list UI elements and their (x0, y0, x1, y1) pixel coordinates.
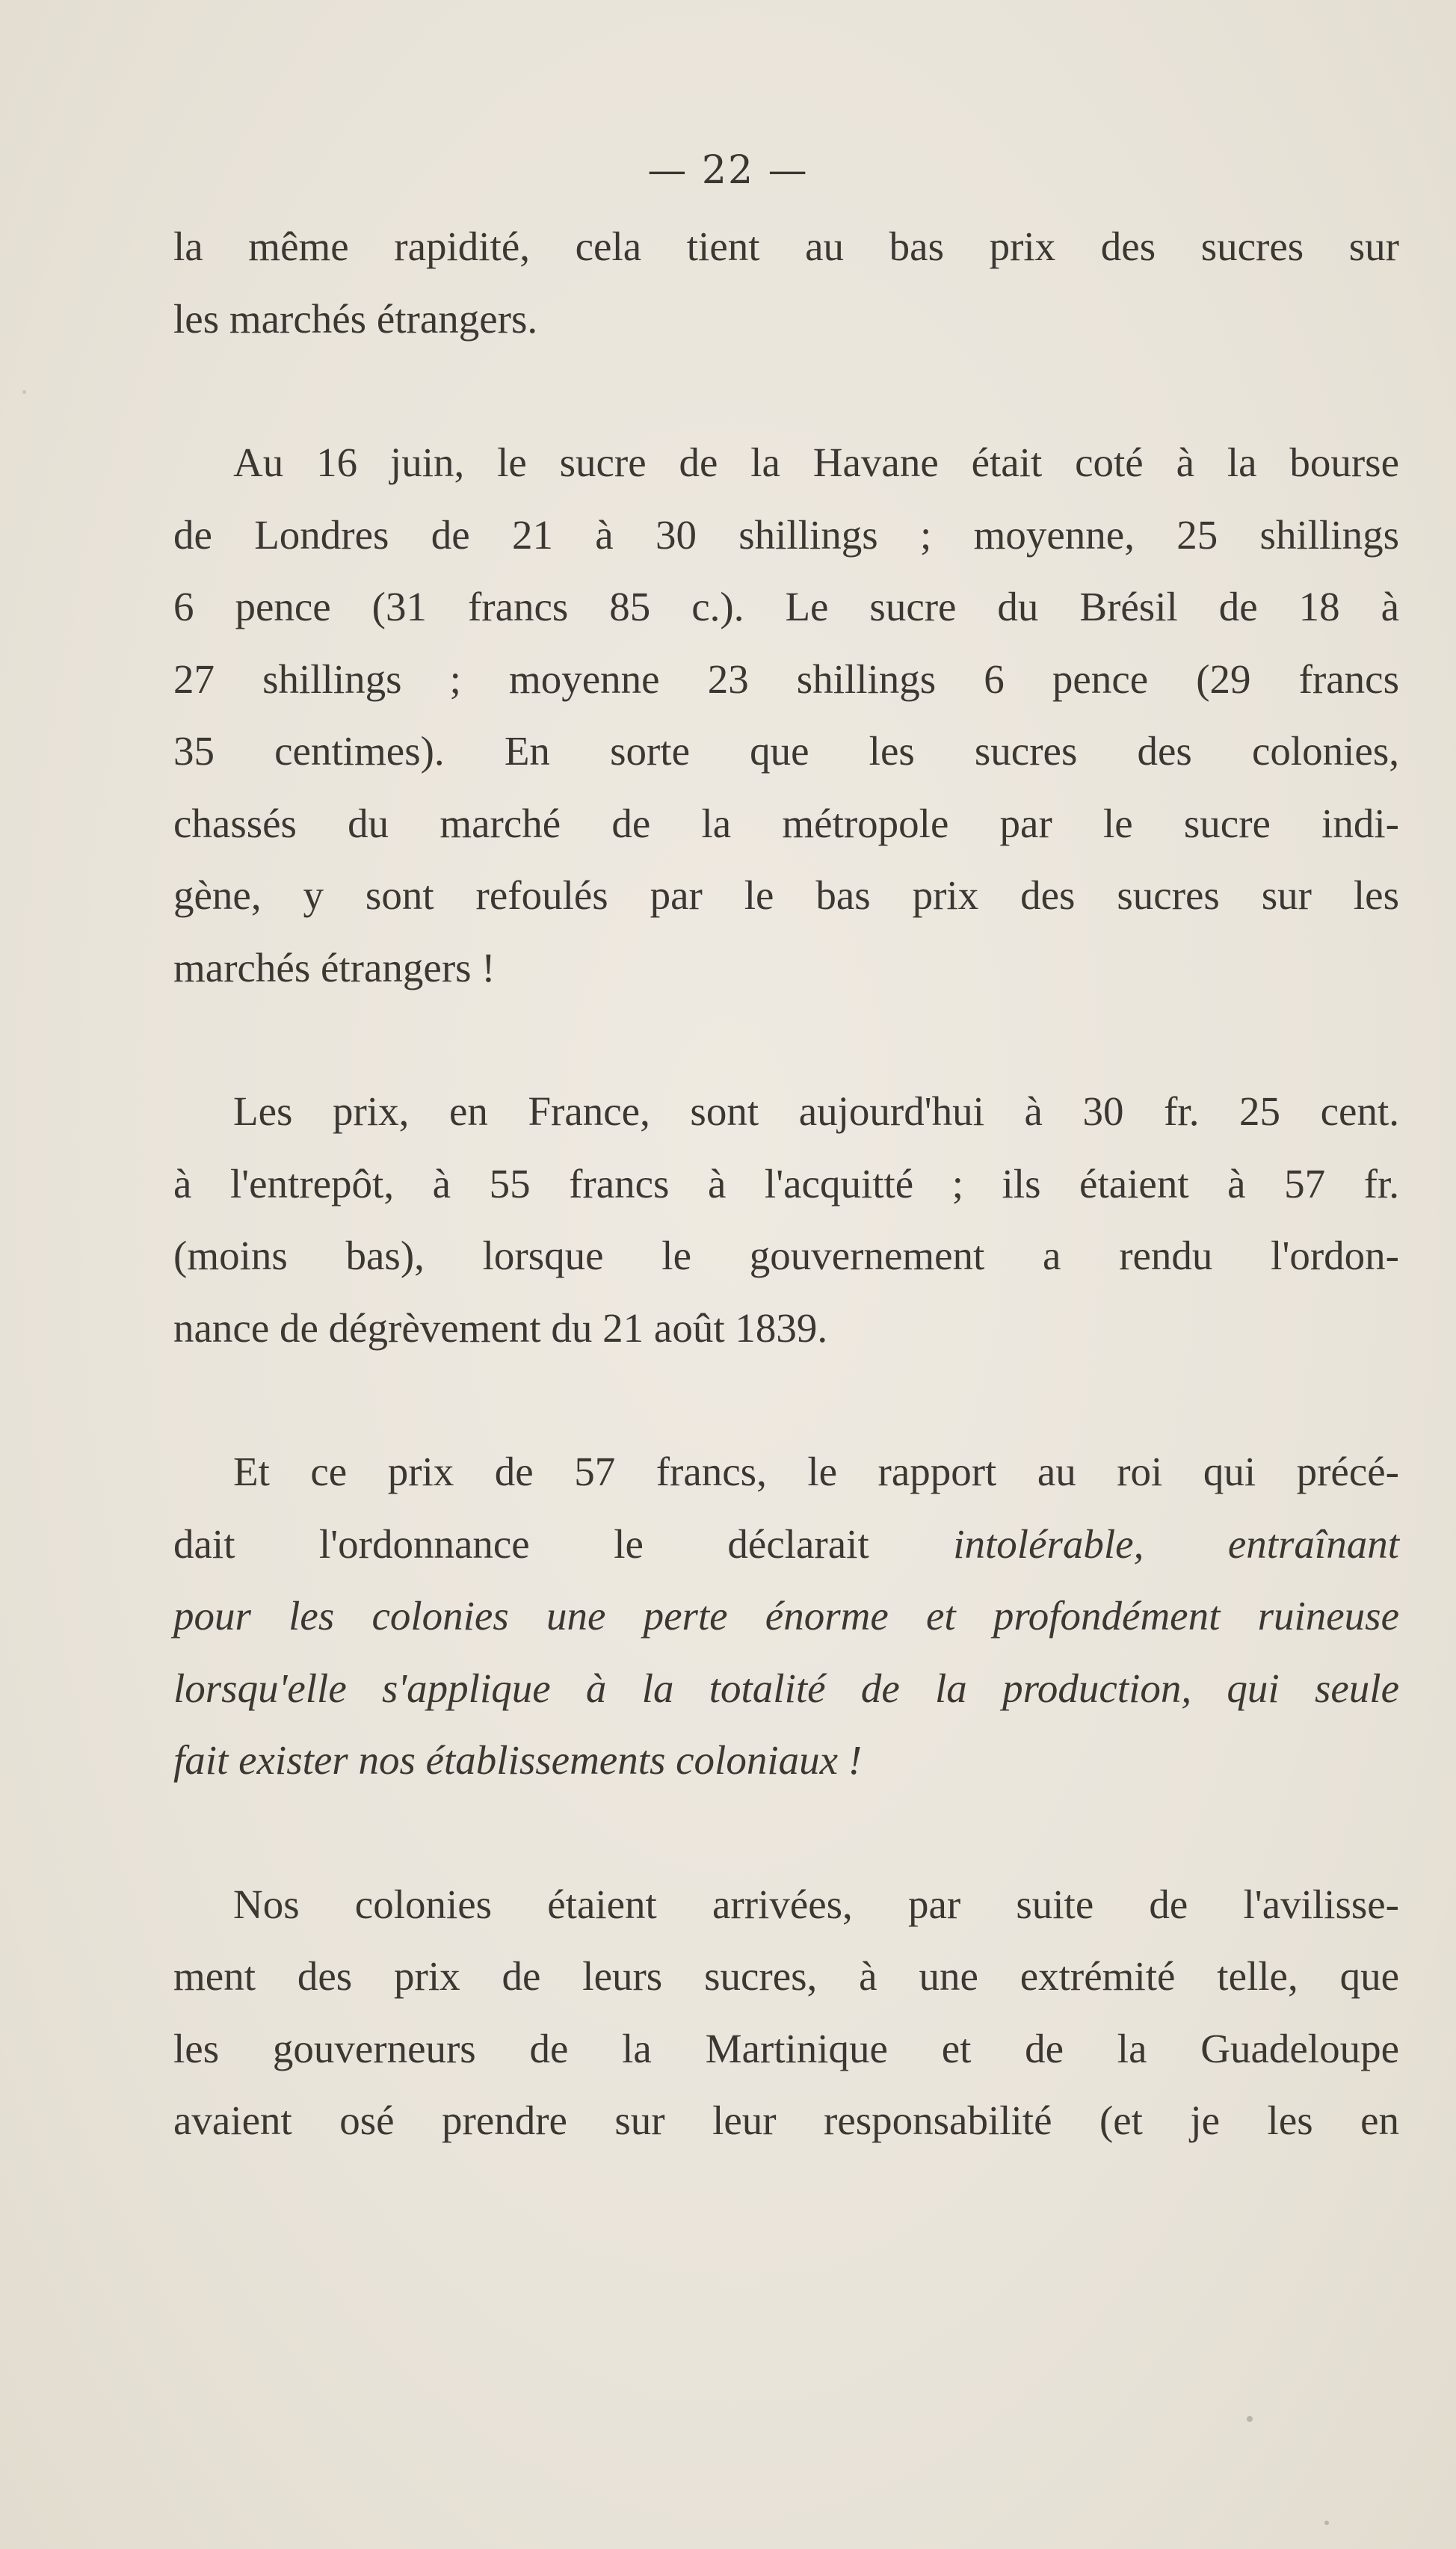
paragraph-2 (173, 427, 1399, 1004)
text-line (173, 1508, 1399, 1581)
paper-speck (22, 390, 26, 394)
text-line: les marchés étrangers. (173, 295, 538, 342)
text-line (173, 1580, 1399, 1653)
text-line: la même rapidité, cela tient au bas prix des sucres sur (173, 224, 1399, 269)
text-line: chassés du marché de la métropole par le sucre indi- (173, 800, 1399, 846)
text-line: avaient osé prendre sur leur responsabilité (et je les en (173, 2098, 1399, 2143)
italic-text-run: fait exister nos établissements coloniaux ! (173, 1737, 863, 1783)
text-line: Au 16 juin, le sucre de la Havane était coté à la bourse (233, 440, 1399, 485)
paragraph-1 (173, 211, 1399, 355)
paper-speck (1247, 2416, 1253, 2422)
text-run: Et ce prix de 57 francs, le rapport au roi qui précé- (233, 1449, 1399, 1494)
text-line: ment des prix de leurs sucres, à une extrémité telle, que (173, 1953, 1399, 1999)
text-line (173, 1724, 1399, 1797)
text-line: gène, y sont refoulés par le bas prix des sucres sur les (173, 872, 1399, 918)
italic-text-run: lorsqu'elle s'applique à la totalité de la production, qui seule (173, 1665, 1399, 1711)
italic-text-run: intolérable, entraînant (953, 1520, 1399, 1567)
text-line: Nos colonies étaient arrivées, par suite de l'avilisse- (233, 1881, 1399, 1927)
text-line (173, 1653, 1399, 1725)
body-text (173, 211, 1399, 2229)
text-run: dait l'ordonnance le déclarait (173, 1520, 954, 1567)
italic-text-run: pour les colonies une perte énorme et profondément ruineuse (173, 1593, 1399, 1639)
text-line: 27 shillings ; moyenne 23 shillings 6 pence (29 francs (173, 656, 1399, 702)
text-line: nance de dégrèvement du 21 août 1839. (173, 1304, 828, 1351)
text-line: (moins bas), lorsque le gouvernement a rendu l'ordon- (173, 1233, 1399, 1278)
text-line: marchés étrangers ! (173, 944, 496, 990)
text-line (173, 1436, 1399, 1508)
text-line: Les prix, en France, sont aujourd'hui à 30 fr. 25 cent. (233, 1088, 1399, 1134)
text-line: 35 centimes). En sorte que les sucres des colonies, (173, 728, 1399, 774)
text-line: à l'entrepôt, à 55 francs à l'acquitté ; ils étaient à 57 fr. (173, 1160, 1399, 1206)
text-line: de Londres de 21 à 30 shillings ; moyenne, 25 shillings (173, 511, 1399, 558)
text-line: les gouverneurs de la Martinique et de la Guadeloupe (173, 2025, 1399, 2071)
paper-speck (1324, 2521, 1329, 2525)
paragraph-5 (173, 1869, 1399, 2157)
paragraph-4 (173, 1436, 1399, 1797)
page-number: — 22 — (647, 148, 809, 193)
text-line: 6 pence (31 francs 85 c.). Le sucre du Brésil de 18 à (173, 584, 1399, 629)
paragraph-3 (173, 1076, 1399, 1364)
